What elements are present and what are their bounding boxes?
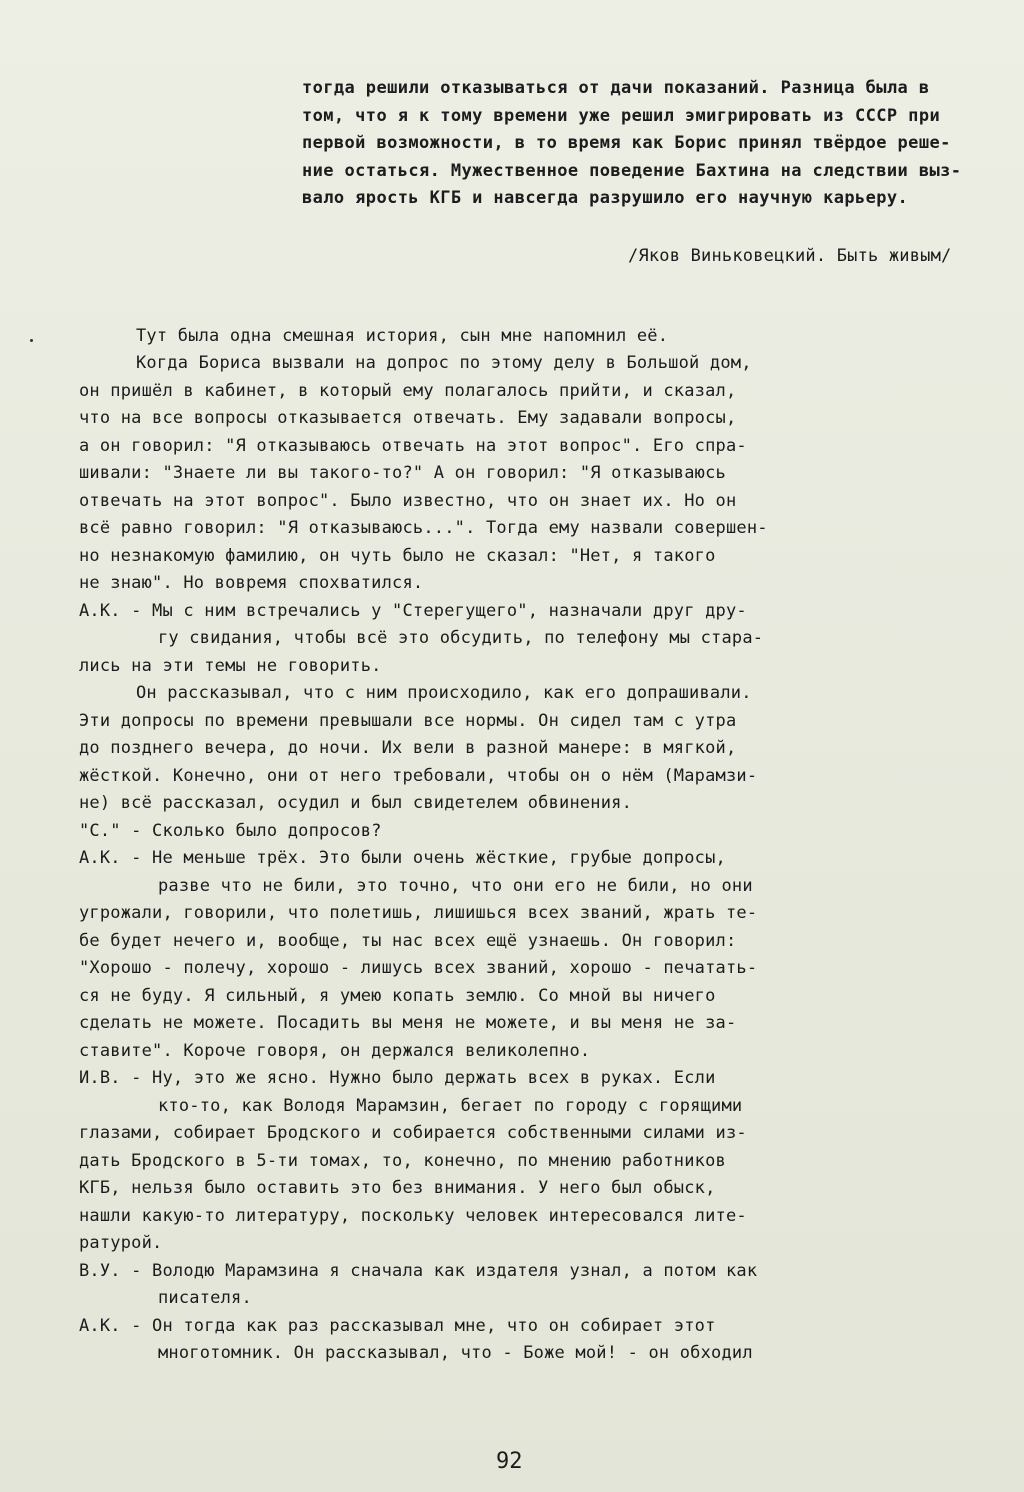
body-line: Эти допросы по времени превышали все нормы. Он сидел там с утра xyxy=(79,711,737,731)
quote-line: ние остаться. Мужественное поведение Бахтина на следствии выз- xyxy=(302,161,962,181)
body-line: до позднего вечера, до ночи. Их вели в разной манере: в мягкой, xyxy=(79,738,737,758)
show-through-text xyxy=(110,88,120,106)
body-line: отвечать на этот вопрос". Было известно, что он знает их. Но он xyxy=(79,491,737,511)
body-line: КГБ, нельзя было оставить это без внимания. У него был обыск, xyxy=(79,1178,716,1198)
body-line: бе будет нечего и, вообще, ты нас всех ещё узнаешь. Он говорил: xyxy=(79,931,737,951)
margin-mark xyxy=(30,339,33,342)
body-line: А.К. - Мы с ним встречались у "Стерегущего", назначали друг дру- xyxy=(79,601,747,621)
body-line: глазами, собирает Бродского и собирается собственными силами из- xyxy=(79,1123,747,1143)
body-line: Он рассказывал, что с ним происходило, как его допрашивали. xyxy=(136,683,752,703)
body-line: угрожали, говорили, что полетишь, лишишься всех званий, жрать те- xyxy=(79,903,758,923)
quote-line: первой возможности, в то время как Борис принял твёрдое реше- xyxy=(302,133,951,153)
body-line: жёсткой. Конечно, они от него требовали, чтобы он о нём (Марамзи- xyxy=(79,766,758,786)
quote-line: тогда решили отказываться от дачи показаний. Разница была в xyxy=(302,78,930,98)
body-line: а он говорил: "Я отказываюсь отвечать на этот вопрос". Его спра- xyxy=(79,436,747,456)
body-line: дать Бродского в 5-ти томах, то, конечно, по мнению работников xyxy=(79,1151,726,1171)
body-line: А.К. - Не меньше трёх. Это были очень жёсткие, грубые допросы, xyxy=(79,848,726,868)
body-line: ставите". Короче говоря, он держался великолепно. xyxy=(79,1041,591,1061)
body-line: шивали: "Знаете ли вы такого-то?" А он говорил: "Я отказываюсь xyxy=(79,463,726,483)
body-line: он пришёл в кабинет, в который ему полагалось прийти, и сказал, xyxy=(79,381,737,401)
body-line: ратурой. xyxy=(79,1233,163,1253)
body-line: писателя. xyxy=(158,1288,252,1308)
body-line: И.В. - Ну, это же ясно. Нужно было держать всех в руках. Если xyxy=(79,1068,716,1088)
body-line: лись на эти темы не говорить. xyxy=(79,656,382,676)
body-line: не) всё рассказал, осудил и был свидетелем обвинения. xyxy=(79,793,633,813)
body-line: гу свидания, чтобы всё это обсудить, по телефону мы стара- xyxy=(158,628,764,648)
body-line: но незнакомую фамилию, он чуть было не сказал: "Нет, я такого xyxy=(79,546,716,566)
body-line: многотомник. Он рассказывал, что - Боже мой! - он обходил xyxy=(158,1343,753,1363)
body-line: Когда Бориса вызвали на допрос по этому делу в Большой дом, xyxy=(136,353,752,373)
body-line: ся не буду. Я сильный, я умею копать землю. Со мной вы ничего xyxy=(79,986,716,1006)
body-line: В.У. - Володю Марамзина я сначала как издателя узнал, а потом как xyxy=(79,1261,758,1281)
body-line: что на все вопросы отказывается отвечать. Ему задавали вопросы, xyxy=(79,408,737,428)
body-line: А.К. - Он тогда как раз рассказывал мне, что он собирает этот xyxy=(79,1316,716,1336)
body-line: нашли какую-то литературу, поскольку человек интересовался лите- xyxy=(79,1206,747,1226)
body-line: Тут была одна смешная история, сын мне напомнил её. xyxy=(136,326,669,346)
quote-attribution: /Яков Виньковецкий. Быть живым/ xyxy=(628,246,952,266)
body-line: не знаю". Но вовремя спохватился. xyxy=(79,573,424,593)
body-line: "Хорошо - полечу, хорошо - лишусь всех званий, хорошо - печатать- xyxy=(79,958,758,978)
body-line: сделать не можете. Посадить вы меня не можете, и вы меня не за- xyxy=(79,1013,737,1033)
body-line: разве что не били, это точно, что они его не били, но они xyxy=(158,876,753,896)
body-line: всё равно говорил: "Я отказываюсь...". Тогда ему назвали совершен- xyxy=(79,518,768,538)
quote-line: том, что я к тому времени уже решил эмигрировать из СССР при xyxy=(302,106,941,126)
body-line: кто-то, как Володя Марамзин, бегает по городу с горящими xyxy=(158,1096,743,1116)
body-line: "С." - Сколько было допросов? xyxy=(79,821,382,841)
page-number: 92 xyxy=(496,1449,523,1474)
quote-line: вало ярость КГБ и навсегда разрушило его научную карьеру. xyxy=(302,188,909,208)
